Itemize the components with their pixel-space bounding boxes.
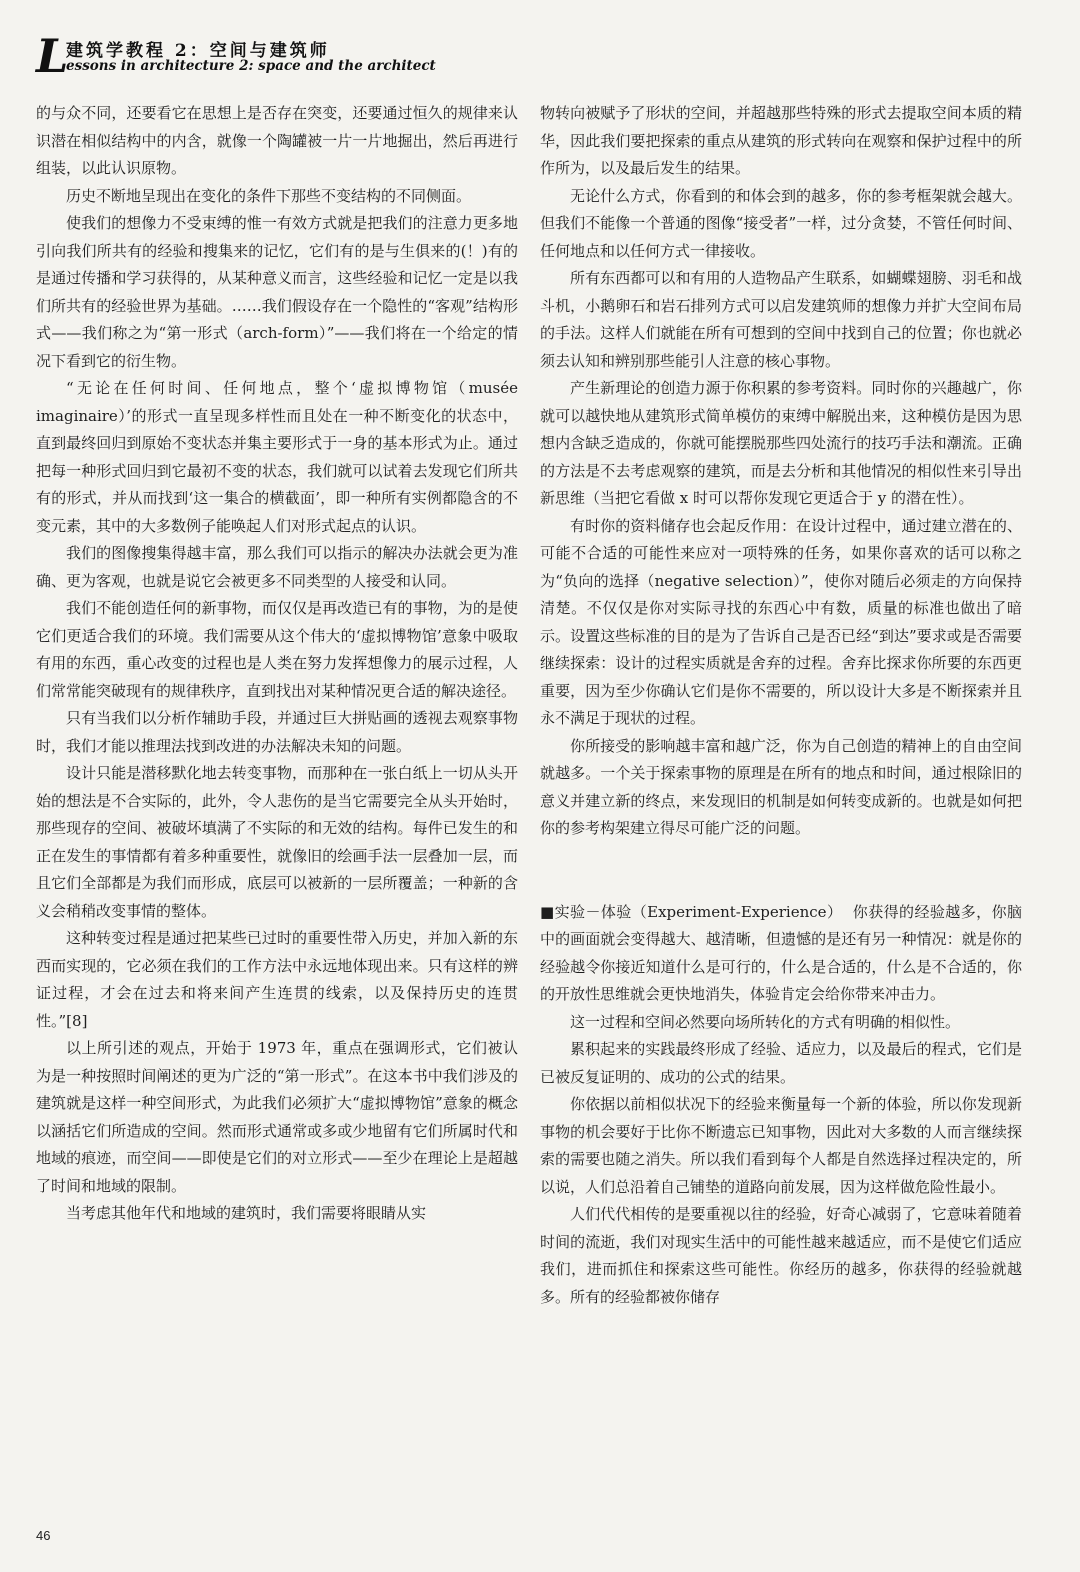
page-number: 46 xyxy=(36,1528,51,1543)
paragraph: 只有当我们以分析作辅助手段，并通过巨大拼贴画的透视去观察事物时，我们才能以推理法找到改进的办法解决未知的问题。 xyxy=(36,709,518,755)
header-title-cn: 建筑学教程 2：空间与建筑师 xyxy=(66,41,330,61)
paragraph: 历史不断地呈现出在变化的条件下那些不变结构的不同侧面。 xyxy=(66,186,472,205)
section-bullet: ■ xyxy=(540,902,555,921)
paragraph: 你所接受的影响越丰富和越广泛，你为自己创造的精神上的自由空间就越多。一个关于探索事物的原理是在所有的地点和时间，通过根除旧的意义并建立新的终点，来发现旧的机制是如何转变成新的。也就是如何把你的参考构架建立得尽可能广泛的问题。 xyxy=(540,736,1022,837)
paragraph: 累积起来的实践最终形成了经验、适应力，以及最后的程式，它们是已被反复证明的、成功的公式的结果。 xyxy=(540,1040,1022,1086)
paragraph: 当考虑其他年代和地域的建筑时，我们需要将眼睛从实 xyxy=(66,1204,427,1222)
paragraph: 有时你的资料储存也会起反作用：在设计过程中，通过建立潜在的、可能不合适的可能性来应对一项特殊的任务，如果你喜欢的话可以称之为“负向的选择（negative selection）”，使你对随后必须走的方向保持清楚。不仅仅是你对实际寻找的东西心中有数，质量的标准也做出了暗示。设置这些标准的目的是为了告诉自己是否已经“到达”要求或是否需要继续探索：设计的过程实质就是舍弃的过程。舍弃比探求你所要的东西更重要，因为至少你确认它们是你不需要的，所以设计大多是不断探索并且永不满足于现状的过程。 xyxy=(540,516,1022,727)
paragraph: 这种转变过程是通过把某些已过时的重要性带入历史，并加入新的东西而实现的，它必须在我们的工作方法中永远地体现出来。只有这样的辨证过程，才会在过去和将来间产生连贯的线索，以及保持历史的连贯性。”[8] xyxy=(36,929,518,1030)
paragraph: 所有东西都可以和有用的人造物品产生联系，如蝴蝶翅膀、羽毛和战斗机，小鹅卵石和岩石排列方式可以启发建筑师的想像力并扩大空间布局的手法。这样人们就能在所有可想到的空间中找到自己的位置；你也就必须去认知和辨别那些能引人注意的核心事物。 xyxy=(540,269,1022,370)
paragraph: 以上所引述的观点，开始于 1973 年，重点在强调形式，它们被认为是一种按照时间阐述的更为广泛的“第一形式”。在这本书中我们涉及的建筑就是这样一种空间形式，为此我们必须扩大“虚拟博物馆”意象的概念以涵括它们所造成的空间。然而形式通常或多或少地留有它们所属时代和地域的痕迹，而空间——即使是它们的对立形式——至少在理论上是超越了时间和地域的限制。 xyxy=(36,1039,518,1195)
header-title-en: essons in architecture 2: space and the architect xyxy=(66,58,436,74)
left-column xyxy=(36,100,518,1500)
paragraph: 人们代代相传的是要重视以往的经验，好奇心减弱了，它意味着随着时间的流逝，我们对现实生活中的可能性越来越适应，而不是使它们适应我们，进而抓住和探索这些可能性。你经历的越多，你获得的经验就越多。所有的经验都被你储存 xyxy=(540,1205,1022,1306)
header-initial: L xyxy=(36,29,69,83)
section-paragraph xyxy=(540,899,1022,1009)
paragraph: “无论在任何时间、任何地点，整个‘虚拟博物馆（musée imaginaire）’的形式一直呈现多样性而且处在一种不断变化的状态中，直到最终回归到原始不变状态并集主要形式于一身的基本形式为止。通过把每一种形式回归到它最初不变的状态，我们就可以试着去发现它们所共有的形式，并从而找到‘这一集合的横截面’，即一种所有实例都隐含的不变元素，其中的大多数例子能唤起人们对形式起点的认识。 xyxy=(36,379,518,535)
section-heading: 实验－体验（Experiment-Experience） xyxy=(554,902,843,921)
paragraph: 的与众不同，还要看它在思想上是否存在突变，还要通过恒久的规律来认识潜在相似结构中的内含，就像一个陶罐被一片一片地掘出，然后再进行组装，以此认识原物。 xyxy=(36,104,518,177)
paragraph: 产生新理论的创造力源于你积累的参考资料。同时你的兴趣越广，你就可以越快地从建筑形式简单模仿的束缚中解脱出来，这种模仿是因为思想内含缺乏造成的，你就可能摆脱那些四处流行的技巧手法和潮流。正确的方法是不去考虑观察的建筑，而是去分析和其他情况的相似性来引导出新思维（当把它看做 x 时可以帮你发现它更适合于 y 的潜在性）。 xyxy=(540,379,1022,507)
right-column xyxy=(540,100,1022,1500)
paragraph: 物转向被赋予了形状的空间，并超越那些特殊的形式去提取空间本质的精华，因此我们要把探索的重点从建筑的形式转向在观察和保护过程中的所作所为，以及最后发生的结果。 xyxy=(540,104,1022,177)
section-lead: 你获得的经验越多，你脑中的画面就会变得越大、越清晰，但遗憾的是还有另一种情况：就是你的经验越令你接近知道什么是可行的，什么是合适的，什么是不合适的，你的开放性思维就会更快地消失，体验肯定会给你带来冲击力。 xyxy=(540,902,1022,1003)
paragraph: 我们不能创造任何的新事物，而仅仅是再改造已有的事物，为的是使它们更适合我们的环境。我们需要从这个伟大的‘虚拟博物馆’意象中吸取有用的东西，重心改变的过程也是人类在努力发挥想像力的展示过程，人们常常能突破现有的规律秩序，直到找出对某种情况更合适的解决途径。 xyxy=(36,599,518,700)
running-header xyxy=(36,29,556,83)
paragraph: 我们的图像搜集得越丰富，那么我们可以指示的解决办法就会更为准确、更为客观，也就是说它会被更多不同类型的人接受和认同。 xyxy=(36,544,518,590)
paragraph: 使我们的想像力不受束缚的惟一有效方式就是把我们的注意力更多地引向我们所共有的经验和搜集来的记忆，它们有的是与生俱来的(！)有的是通过传播和学习获得的，从某种意义而言，这些经验和记忆一定是以我们所共有的经验世界为基础。……我们假设存在一个隐性的“客观”结构形式——我们称之为“第一形式（arch-form）”——我们将在一个给定的情况下看到它的衍生物。 xyxy=(36,214,518,370)
paragraph: 无论什么方式，你看到的和体会到的越多，你的参考框架就会越大。但我们不能像一个普通的图像“接受者”一样，过分贪婪，不管任何时间、任何地点和以任何方式一律接收。 xyxy=(540,186,1022,260)
paragraph: 设计只能是潜移默化地去转变事物，而那种在一张白纸上一切从头开始的想法是不合实际的，此外，令人悲伤的是当它需要完全从头开始时，那些现存的空间、被破坏填满了不实际的和无效的结构。每件已发生的和正在发生的事情都有着多种重要性，就像旧的绘画手法一层叠加一层，而且它们全部都是为我们而形成，底层可以被新的一层所覆盖；一种新的含义会稍稍改变事情的整体。 xyxy=(36,764,518,920)
paragraph: 你依据以前相似状况下的经验来衡量每一个新的体验，所以你发现新事物的机会要好于比你不断遗忘已知事物，因此对大多数的人而言继续探索的需要也随之消失。所以我们看到每个人都是自然选择过程决定的，所以说，人们总沿着自己铺垫的道路向前发展，因为这样做危险性最小。 xyxy=(540,1095,1022,1196)
paragraph: 这一过程和空间必然要向场所转化的方式有明确的相似性。 xyxy=(570,1012,961,1031)
